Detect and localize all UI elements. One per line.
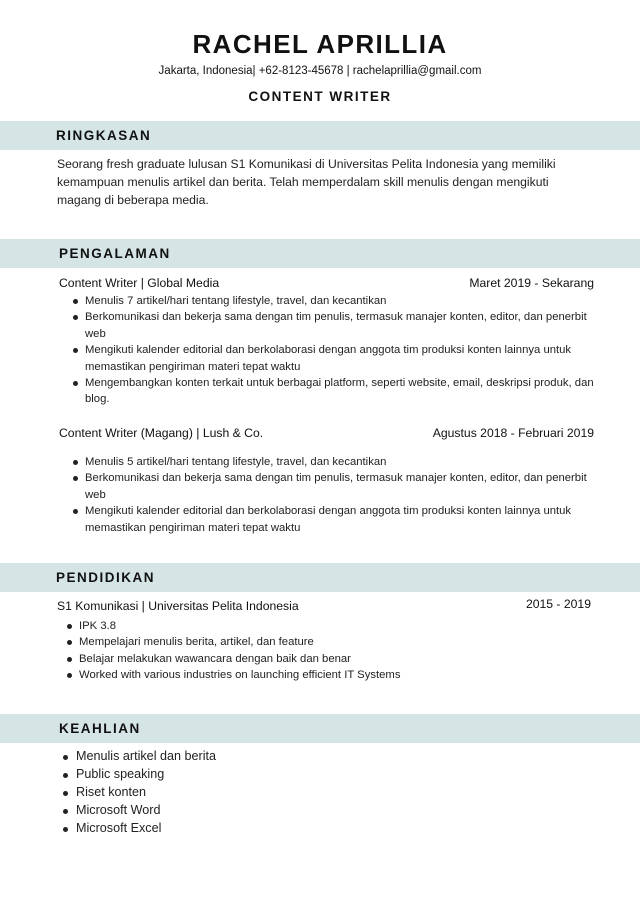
list-item: Riset konten <box>62 784 462 802</box>
section-header-summary <box>0 121 640 150</box>
job-heading <box>59 276 594 290</box>
job-period: Agustus 2018 - Februari 2019 <box>432 426 594 440</box>
job-bullet-list <box>72 454 602 536</box>
section-title-skills: KEAHLIAN <box>59 721 141 736</box>
job-heading <box>59 426 594 440</box>
education-period: 2015 - 2019 <box>525 597 591 611</box>
list-item: Menulis 7 artikel/hari tentang lifestyle, travel, dan kecantikan <box>72 293 602 309</box>
job-period: Maret 2019 - Sekarang <box>469 276 594 290</box>
section-header-experience <box>0 239 640 268</box>
education-degree: S1 Komunikasi | Universitas Pelita Indonesia <box>57 599 299 613</box>
summary-text <box>57 155 597 209</box>
list-item: Worked with various industries on launching efficient IT Systems <box>66 667 596 683</box>
list-item: Berkomunikasi dan bekerja sama dengan tim penulis, termasuk manajer konten, editor, dan penerbit web <box>72 309 602 342</box>
education-bullet-list <box>66 618 596 684</box>
job-title: CONTENT WRITER <box>248 89 392 104</box>
list-item: Mengikuti kalender editorial dan berkolaborasi dengan anggota tim produksi konten lainnya untuk memastikan pengiriman materi tepat waktu <box>72 503 602 536</box>
section-header-skills <box>0 714 640 743</box>
list-item: IPK 3.8 <box>66 618 596 634</box>
summary-line: kemampuan menulis artikel dan berita. Telah memperdalam skill menulis dengan mengikuti <box>57 175 549 189</box>
list-item: Microsoft Word <box>62 802 462 820</box>
job-position: Content Writer | Global Media <box>59 276 220 290</box>
list-item: Menulis 5 artikel/hari tentang lifestyle, travel, dan kecantikan <box>72 454 602 470</box>
job-position: Content Writer (Magang) | Lush & Co. <box>59 426 264 440</box>
list-item: Mengikuti kalender editorial dan berkolaborasi dengan anggota tim produksi konten lainnya untuk memastikan pengiriman materi tepat waktu <box>72 342 602 375</box>
section-title-experience: PENGALAMAN <box>59 246 171 261</box>
summary-line: Seorang fresh graduate lulusan S1 Komunikasi di Universitas Pelita Indonesia yang memiliki <box>57 157 556 171</box>
job-bullet-list <box>72 293 602 408</box>
list-item: Menulis artikel dan berita <box>62 748 462 766</box>
education-heading <box>57 599 591 613</box>
section-title-summary: RINGKASAN <box>56 128 152 143</box>
list-item: Microsoft Excel <box>62 820 462 838</box>
contact-info: Jakarta, Indonesia| +62-8123-45678 | rachelaprillia@gmail.com <box>158 65 482 77</box>
list-item: Berkomunikasi dan bekerja sama dengan tim penulis, termasuk manajer konten, editor, dan penerbit web <box>72 470 602 503</box>
candidate-name: RACHEL APRILLIA <box>192 29 448 59</box>
summary-line: magang di beberapa media. <box>57 193 209 207</box>
list-item: Belajar melakukan wawancara dengan baik dan benar <box>66 651 596 667</box>
list-item: Mempelajari menulis berita, artikel, dan feature <box>66 634 596 650</box>
section-header-education <box>0 563 640 592</box>
list-item: Public speaking <box>62 766 462 784</box>
skills-list <box>62 748 462 838</box>
list-item: Mengembangkan konten terkait untuk berbagai platform, seperti website, email, deskripsi produk, dan blog. <box>72 375 602 408</box>
section-title-education: PENDIDIKAN <box>56 570 156 585</box>
